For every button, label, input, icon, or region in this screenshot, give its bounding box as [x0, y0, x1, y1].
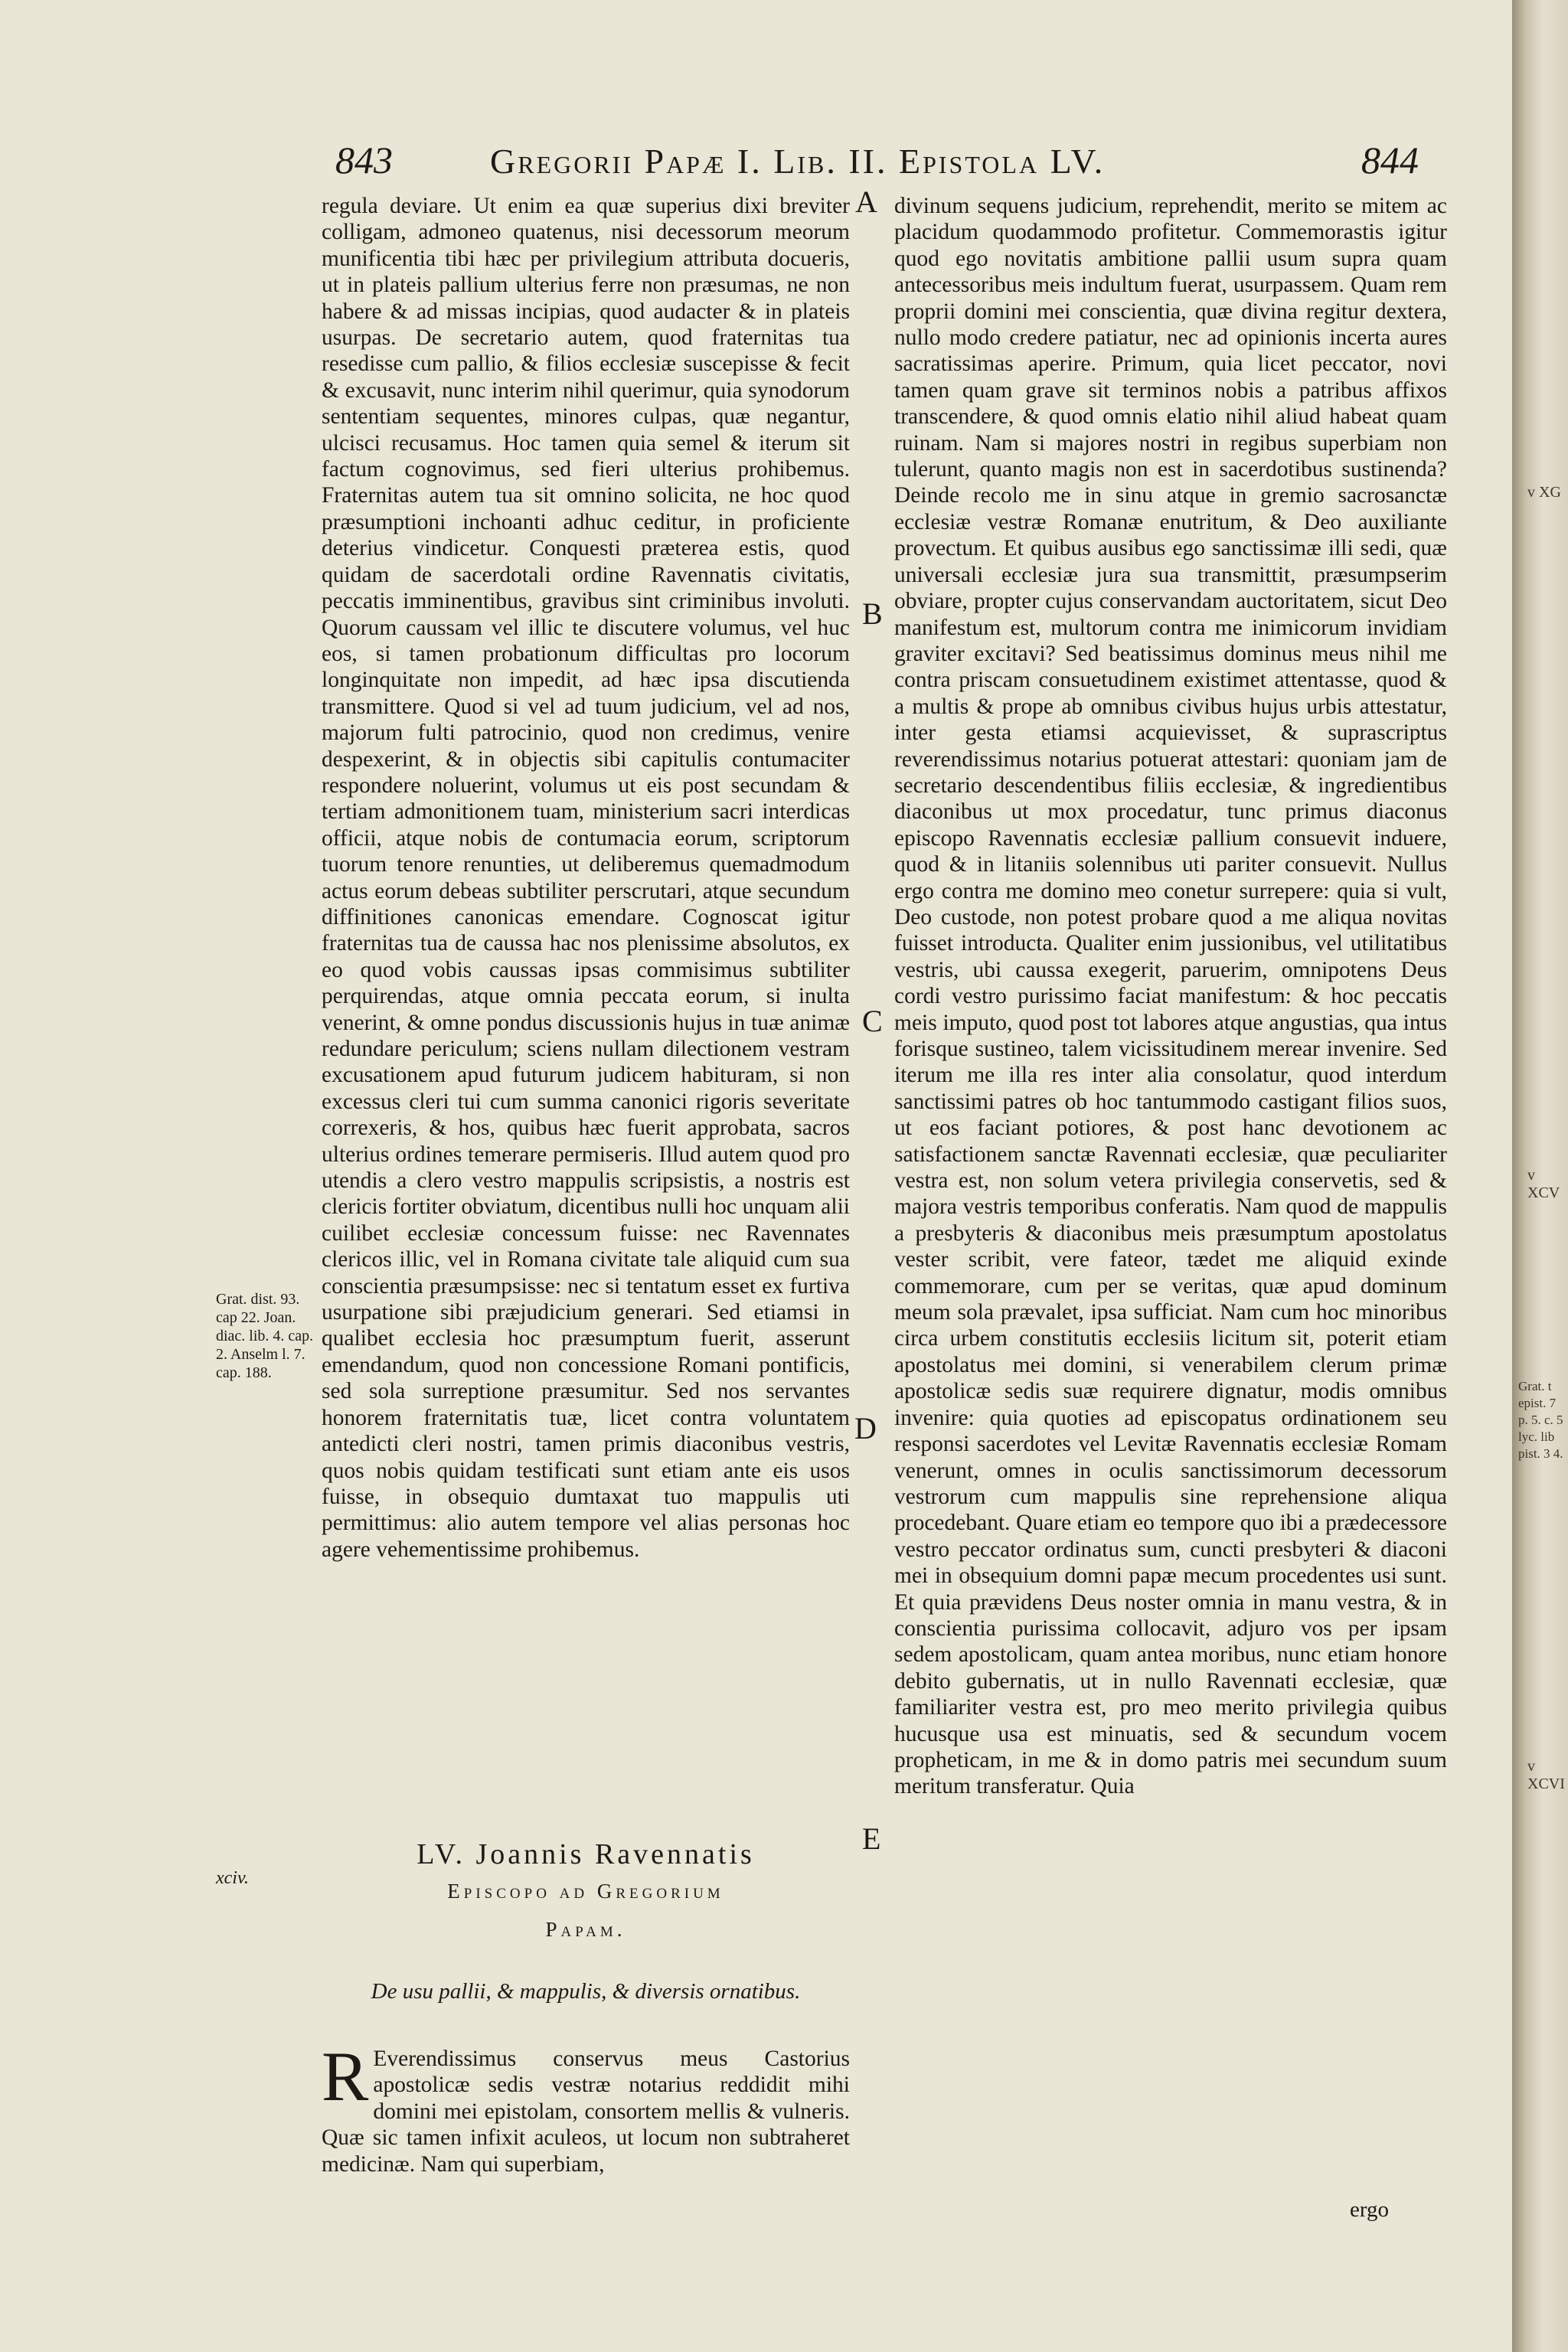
- drop-cap: R: [322, 2037, 369, 2115]
- margin-note-citation: Grat. dist. 93. cap 22. Joan. diac. lib. 4. cap. 2. Anselm l. 7. cap. 188.: [216, 1291, 314, 1381]
- margin-reference-xciv: xciv.: [216, 1868, 249, 1888]
- section-letter-a: A: [855, 185, 877, 219]
- catchword: ergo: [1350, 2197, 1390, 2222]
- section-letter-d: D: [854, 1411, 877, 1446]
- running-header: [0, 130, 1512, 184]
- epistle-subtitle: Episcopo ad Gregorium: [447, 1880, 724, 1903]
- right-column: [894, 193, 1447, 1800]
- left-column: [322, 193, 850, 1563]
- section-letter-e: E: [862, 1821, 881, 1856]
- epistle-summary: De usu pallii, & mappulis, & diversis ornatibus.: [371, 1979, 801, 2004]
- section-letter-b: B: [862, 596, 883, 631]
- section-letter-c: C: [862, 1004, 883, 1038]
- epistle-body-text: Everendissimus conservus meus Castorius apostolicæ sedis vestræ notarius reddidit mihi domini mei epistolam, consortem mellis & vulneris. Quæ sic tamen infixit aculeos, ut locum non subtraheret medicinæ. Nam qui superbiam,: [322, 2047, 850, 2177]
- spine-note-2: v XCV: [1527, 1167, 1560, 1201]
- running-title: Gregorii Papæ I. Lib. II. Epistola LV.: [490, 142, 1106, 181]
- epistle-heading: [322, 1836, 850, 1949]
- spine-note-1: v XG: [1527, 484, 1561, 501]
- page-number-right: 844: [1361, 139, 1419, 181]
- right-column-text: divinum sequens judicium, reprehendit, merito se mitem ac placidum quodammodo profitetur. Commemorastis igitur quod ego novitatis ambitione pallii usum supra quam antecessoribus meis indultum fuerat, usurpassem. Quam rem proprii domini mei conscientia, quæ divina regitur dextera, nullo modo credere patiatur, nec ad opinionis incerta aures sacratissimas aperire. Primum, quia licet peccator, novi tamen quam grave sit terminos nobis a patribus affixos transcendere, & quod omnis elatio nihil aliud habeat quam ruinam. Nam si majores nostri in regibus superbiam non tulerunt, quanto magis non est in sacerdotibus sustinenda? Deinde recolo me in sinu atque in gremio sacrosanctæ ecclesiæ vestræ Romanæ enutritum, & Deo auxiliante provectum. Et quibus ausibus ego sanctissimæ illi sedi, quæ universali ecclesiæ jura sua transmittit, præsumpserim obviare, propter cujus conservandam auctoritatem, sicut Deo manifestum est, multorum contra me inimicorum invidiam graviter excitavi? Sed beatissimus dominus meus nihil me contra priscam consuetudinem existimet attentasse, quod & a multis & prope ab omnibus civibus hujus urbis attestatur, inter gesta etiamsi acquievisset, & suprascriptus reverendissimus notarius potuerat attestari: quoniam jam de secretario descendentibus filiis ecclesiæ, & ingredientibus diaconibus ut mox procedatur, tunc primus diaconus episcopo Ravennatis ecclesiæ pallium consuevit induere, quod & in litaniis solennibus uti pariter consuevit. Nullus ergo contra me domino meo conetur surrepere: quia si vult, Deo custode, non potest probare quod a me aliqua novitas fuisset introducta. Qualiter enim jussionibus, vel utilitatibus vestris, ubi caussa exegerit, paruerim, omnipotens Deus cordi vestro purissimo faciat manifestum: & hoc peccatis meis imputo, quod post tot labores atque angustias, qua intus forisque sustineo, talem vicissitudinem merear invenire. Sed iterum me illa res inter alia consolatur, quod interdum sanctissimi patres ob hoc tantummodo castigant filios suos, ut eos faciant potiores, & post hanc devotionem ac satisfactionem sanctæ Ravennati ecclesiæ, quæ peculiariter vestra est, non solum vetera privilegia conservetis, sed & majora vestris temporibus conferatis. Nam quod de mappulis a presbyteris & diaconibus meis præsumptum apostolatus vester scribit, vere fateor, tædet me aliquid exinde commemorare, cum per se veritas, quæ apud dominum meum sola prævalet, ipsa sufficiat. Nam cum hoc minoribus circa urbem constitutis ecclesiis licitum sit, poterit etiam apostolatus mei domini, si venerabilem clerum primæ apostolicæ sedis suæ requirere dignatur, modis omnibus invenire: quia quoties ad episcopatus ordinationem seu responsi sacerdotes vel Levitæ Ravennatis ecclesiæ Romam venerunt, omnes in oculis sanctissimorum decessorum vestrorum cum mappulis sine reprehensione aliqua procedebant. Quare etiam eo tempore quo ibi a prædecessore vestro peccator ordinatus sum, cuncti presbyteri & diaconi mei in obsequium domni papæ mecum procedentes usi sunt. Et quia prævidens Deus noster omnia in manu vestra, & in conscientia purissima collocavit, adjuro vos per ipsam sedem apostolicam, quam antea moribus, nunc etiam honore debito gubernatis, ut in nullo Ravennati ecclesiæ, quæ familiariter vestra est, pro meo merito privilegia quibus hucusque usa est minuatis, sed & secundum vocem propheticam, in me & in domo patris mei secundum suum meritum transferatur. Quia: [894, 194, 1447, 1799]
- left-column-text: regula deviare. Ut enim ea quæ superius dixi breviter colligam, admoneo quatenus, nisi decessorum meorum munificentia tibi hæc per privilegium attributa docueris, ut in plateis pallium ulterius ferre non præsumas, ne non habere & ad missas incipias, quod audacter & in plateis usurpas. De secretario autem, quod fraternitas tua resedisse cum pallio, & filios ecclesiæ suscepisse & fecit & excusavit, nunc interim nihil querimur, quia synodorum sententiam sequentes, minores culpas, quæ negantur, ulcisci recusamus. Hoc tamen quia semel & iterum sit factum cognovimus, sed fieri ulterius prohibemus. Fraternitas autem tua sit omnino solicita, ne hoc quod præsumptioni inchoanti adhuc ceditur, in proficiente deterius vindicetur. Conquesti præterea estis, quod quidam de sacerdotali ordine Ravennatis civitatis, peccatis imminentibus, gravibus sint criminibus involuti. Quorum caussam vel illic te discutere volumus, vel huc eos, si tamen probationum difficultas pro locorum longinquitate non impedit, ad hæc ipsa discutienda transmittere. Quod si vel ad tuum judicium, vel ad nos, majorum fulti patrocinio, quod non credimus, venire despexerint, & in objectis sibi capitulis contumaciter respondere noluerint, volumus ut eis post secundam & tertiam admonitionem tuam, ministerium sacri interdicas officii, atque nobis de contumacia eorum, scriptorum tuorum tenore renunties, ut deliberemus quemadmodum actus eorum debeas subtiliter perscrutari, atque secundum diffinitiones canonicas emendare. Cognoscat igitur fraternitas tua de caussa hac nos plenissime absolutos, ex eo quod vobis caussas ipsas commisimus subtiliter perquirendas, atque omnia peccata eorum, si inulta venerint, & omne pondus discussionis hujus in tuæ animæ redundare periculum; sciens nullam dilectionem vestram excusationem apud futurum judicem habituram, si non excessus cleri tui cum summa canonici rigoris severitate correxeris, & hos, quibus hæc fuerit approbata, sacros ulterius ordines temerare permiseris. Illud autem quod pro utendis a clero vestro mappulis scripsistis, a nostris est clericis fortiter obviatum, dicentibus nulli hoc unquam alii cuilibet ecclesiæ concessum fuisse: nec Ravennates clericos illic, vel in Romana civitate tale aliquid cum sua conscientia præsumpsisse: nec si tentatum esset ex furtiva usurpatione sibi præjudicium generari. Sed etiamsi in qualibet ecclesia hoc præsumptum fuerit, asserunt emendandum, quod non concessione Romani pontificis, sed sola surreptione præsumitur. Sed nos servantes honorem fraternitatis tuæ, licet contra voluntatem antedicti cleri nostri, tamen primis diaconibus vestris, quos nobis quidam testificati sunt etiam ante eis usos fuisse, in obsequio dumtaxat tuo mappulis uti permittimus: alio autem tempore vel alias personas hoc agere vehementissime prohibemus.: [322, 194, 850, 1562]
- page-number-left: 843: [335, 139, 393, 181]
- epistle-title: LV. Joannis Ravennatis: [416, 1838, 755, 1870]
- spine-note-3: Grat. t epist. 7 p. 5. c. 5 lyc. lib pist. 3 4.: [1518, 1379, 1563, 1461]
- page-edge: [1512, 0, 1568, 2352]
- spine-note-4: v XCVI: [1527, 1758, 1565, 1792]
- epistle-body: [322, 2037, 850, 2177]
- epistle-papam: Papam.: [545, 1918, 626, 1941]
